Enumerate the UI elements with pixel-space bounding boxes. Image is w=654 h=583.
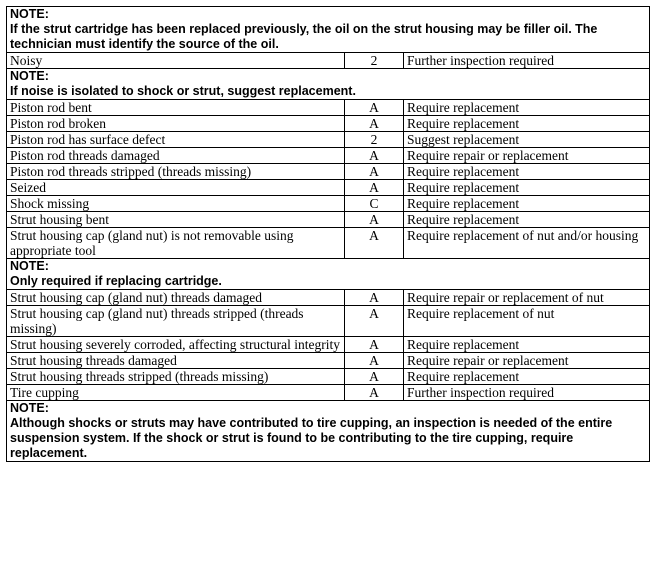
note-cell: [7, 7, 650, 53]
condition-cell: Strut housing cap (gland nut) threads stripped (threads missing): [7, 306, 345, 337]
code-cell: C: [345, 196, 404, 212]
code-cell: A: [345, 353, 404, 369]
action-cell: Require repair or replacement: [404, 353, 650, 369]
note-cell: [7, 401, 650, 462]
action-cell: Require replacement: [404, 116, 650, 132]
action-cell: Further inspection required: [404, 53, 650, 69]
table-row: [7, 116, 650, 132]
action-cell: Require replacement of nut and/or housing: [404, 228, 650, 259]
condition-cell: Strut housing cap (gland nut) threads damaged: [7, 290, 345, 306]
condition-cell: Piston rod threads stripped (threads missing): [7, 164, 345, 180]
table-row: [7, 196, 650, 212]
inspection-table: [6, 6, 650, 462]
table-row: [7, 53, 650, 69]
condition-cell: Strut housing threads stripped (threads missing): [7, 369, 345, 385]
code-cell: A: [345, 369, 404, 385]
condition-cell: Strut housing threads damaged: [7, 353, 345, 369]
action-cell: Further inspection required: [404, 385, 650, 401]
code-cell: 2: [345, 132, 404, 148]
note-heading: NOTE:: [10, 7, 49, 21]
table-row: [7, 132, 650, 148]
table-row: [7, 353, 650, 369]
code-cell: A: [345, 148, 404, 164]
condition-cell: Shock missing: [7, 196, 345, 212]
table-row: [7, 180, 650, 196]
condition-cell: Strut housing bent: [7, 212, 345, 228]
inspection-table-body: [7, 7, 650, 462]
code-cell: A: [345, 212, 404, 228]
condition-cell: Piston rod broken: [7, 116, 345, 132]
table-row: [7, 290, 650, 306]
action-cell: Require replacement: [404, 212, 650, 228]
action-cell: Require replacement: [404, 337, 650, 353]
action-cell: Require replacement: [404, 369, 650, 385]
table-row: [7, 228, 650, 259]
condition-cell: Tire cupping: [7, 385, 345, 401]
note-heading: NOTE:: [10, 401, 49, 415]
note-heading: NOTE:: [10, 69, 49, 83]
note-cell: [7, 259, 650, 290]
table-row: [7, 385, 650, 401]
note-row: [7, 7, 650, 53]
note-row: [7, 401, 650, 462]
condition-cell: Piston rod threads damaged: [7, 148, 345, 164]
note-row: [7, 259, 650, 290]
code-cell: A: [345, 164, 404, 180]
table-row: [7, 369, 650, 385]
condition-cell: Piston rod has surface defect: [7, 132, 345, 148]
code-cell: A: [345, 290, 404, 306]
code-cell: A: [345, 100, 404, 116]
code-cell: A: [345, 306, 404, 337]
note-heading: NOTE:: [10, 259, 49, 273]
note-text: If the strut cartridge has been replaced previously, the oil on the strut housing may be filler oil. The technician must identify the source of the oil.: [10, 22, 598, 51]
action-cell: Require replacement: [404, 180, 650, 196]
code-cell: A: [345, 337, 404, 353]
note-text: Only required if replacing cartridge.: [10, 274, 222, 288]
condition-cell: Piston rod bent: [7, 100, 345, 116]
action-cell: Require repair or replacement: [404, 148, 650, 164]
code-cell: A: [345, 180, 404, 196]
table-row: [7, 212, 650, 228]
action-cell: Require repair or replacement of nut: [404, 290, 650, 306]
code-cell: A: [345, 385, 404, 401]
condition-cell: Noisy: [7, 53, 345, 69]
action-cell: Suggest replacement: [404, 132, 650, 148]
table-row: [7, 100, 650, 116]
note-row: [7, 69, 650, 100]
action-cell: Require replacement: [404, 196, 650, 212]
table-row: [7, 148, 650, 164]
condition-cell: Strut housing cap (gland nut) is not removable using appropriate tool: [7, 228, 345, 259]
code-cell: A: [345, 116, 404, 132]
note-cell: [7, 69, 650, 100]
table-row: [7, 306, 650, 337]
note-text: Although shocks or struts may have contributed to tire cupping, an inspection is needed of the entire suspension system. If the shock or strut is found to be contributing to the tire cupping, require replacement.: [10, 416, 613, 460]
condition-cell: Seized: [7, 180, 345, 196]
code-cell: 2: [345, 53, 404, 69]
action-cell: Require replacement: [404, 100, 650, 116]
action-cell: Require replacement of nut: [404, 306, 650, 337]
action-cell: Require replacement: [404, 164, 650, 180]
table-row: [7, 164, 650, 180]
code-cell: A: [345, 228, 404, 259]
note-text: If noise is isolated to shock or strut, suggest replacement.: [10, 84, 356, 98]
condition-cell: Strut housing severely corroded, affecting structural integrity: [7, 337, 345, 353]
table-row: [7, 337, 650, 353]
